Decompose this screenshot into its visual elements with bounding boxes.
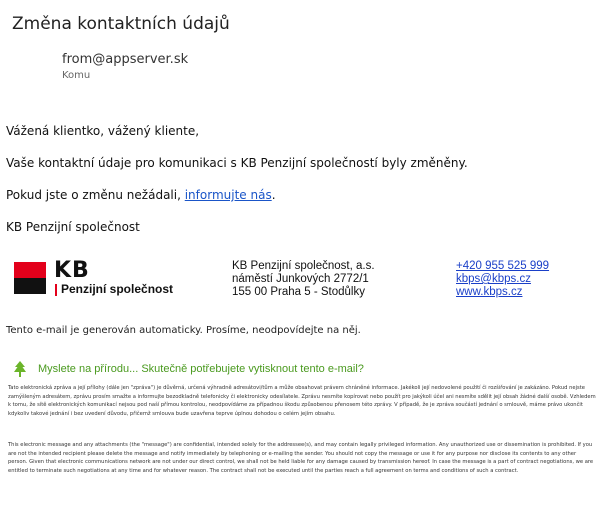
phone-link[interactable]: +420 955 525 999 (456, 260, 550, 272)
inform-us-link[interactable]: informujte nás (184, 188, 272, 202)
body-line-changed: Vaše kontaktní údaje pro komunikaci s KB Penzijní společností byly změněny. (6, 156, 468, 170)
email-subject: Změna kontaktních údajů (12, 14, 230, 34)
contact-links (456, 260, 549, 299)
email-link[interactable]: kbps@kbps.cz (456, 273, 531, 285)
company-address (232, 260, 375, 299)
web-link[interactable]: www.kbps.cz (456, 286, 523, 298)
address-line: 155 00 Praha 5 - Stodůlky (232, 286, 365, 298)
address-line: náměstí Junkových 2772/1 (232, 273, 369, 285)
greeting: Vážená klientko, vážený kliente, (6, 124, 200, 138)
auto-notice: Tento e-mail je generován automaticky. Prosíme, neodpovídejte na něj. (6, 325, 361, 336)
kb-logo (14, 258, 184, 298)
eco-print-notice: Myslete na přírodu... Skutečně potřebujete vytisknout tento e-mail? (38, 363, 364, 375)
disclaimer-english: This electronic message and any attachments (the "message") are confidential, intended solely for the addressee(s), and may contain legally privileged information. Any unauthorized use or dissemination is prohibited. If you are not the intended recipient please delete the message and notify immediately by telephoning or e-mailing the sender. You should not copy the message or use it for any purpose nor disclose its contents to any other person. Given that electronic communications network are not under our direct control, we shall not be held liable for any damage caused by transmission hereof. In case the message is a part of contract negotiations, we are entitled to terminate such negotiations at any time and for whatever reason. The contract shall not be executed until the parties reach a full agreement on terms and conditions of such a contract. (8, 442, 594, 474)
body-line-inform (6, 188, 276, 202)
inform-prefix: Pokud jste o změnu nežádali, (6, 188, 185, 202)
logo-kb-text: KB (54, 258, 90, 283)
logo-red-tick (55, 284, 57, 296)
recipient-label: Komu (62, 70, 91, 81)
signature: KB Penzijní společnost (6, 220, 140, 234)
inform-suffix: . (271, 188, 276, 202)
address-line: KB Penzijní společnost, a.s. (232, 260, 375, 272)
logo-black-bar (14, 278, 46, 294)
tree-icon (13, 361, 27, 377)
sender-address[interactable]: from@appserver.sk (62, 52, 189, 67)
logo-company-text: Penzijní společnost (61, 282, 174, 296)
disclaimer-czech: Tato elektronická zpráva a její přílohy (dále jen "zpráva") je důvěrná, určená výhradně adresátovi/tům a může obsahovat právem chráněné informace. Jakékoli její nedovolené použití či rozšiřování je zakázáno. Pokud nejste zamýšleným adresátem, zprávu prosím smažte a informujte bezodkladně telefonicky či elektronicky odesílatele. Zprávu nesmíte kopírovat nebo použít pro jakýkoli účel ani nesmíte sdělit její obsah žádné další osobě. Vzhledem k tomu, že sítě elektronických komunikací nejsou pod naší přímou kontrolou, neodpovídáme za případnou škodu způsobenou přenosem této zprávy. V případě, že je zpráva součástí jednání o smlouvě, máme právo ukončit kdykoliv takové jednání i bez uvedení důvodu, přičemž smlouva bude uzavřena teprve úplnou dohodou o celém jejím obsahu. (8, 385, 596, 417)
